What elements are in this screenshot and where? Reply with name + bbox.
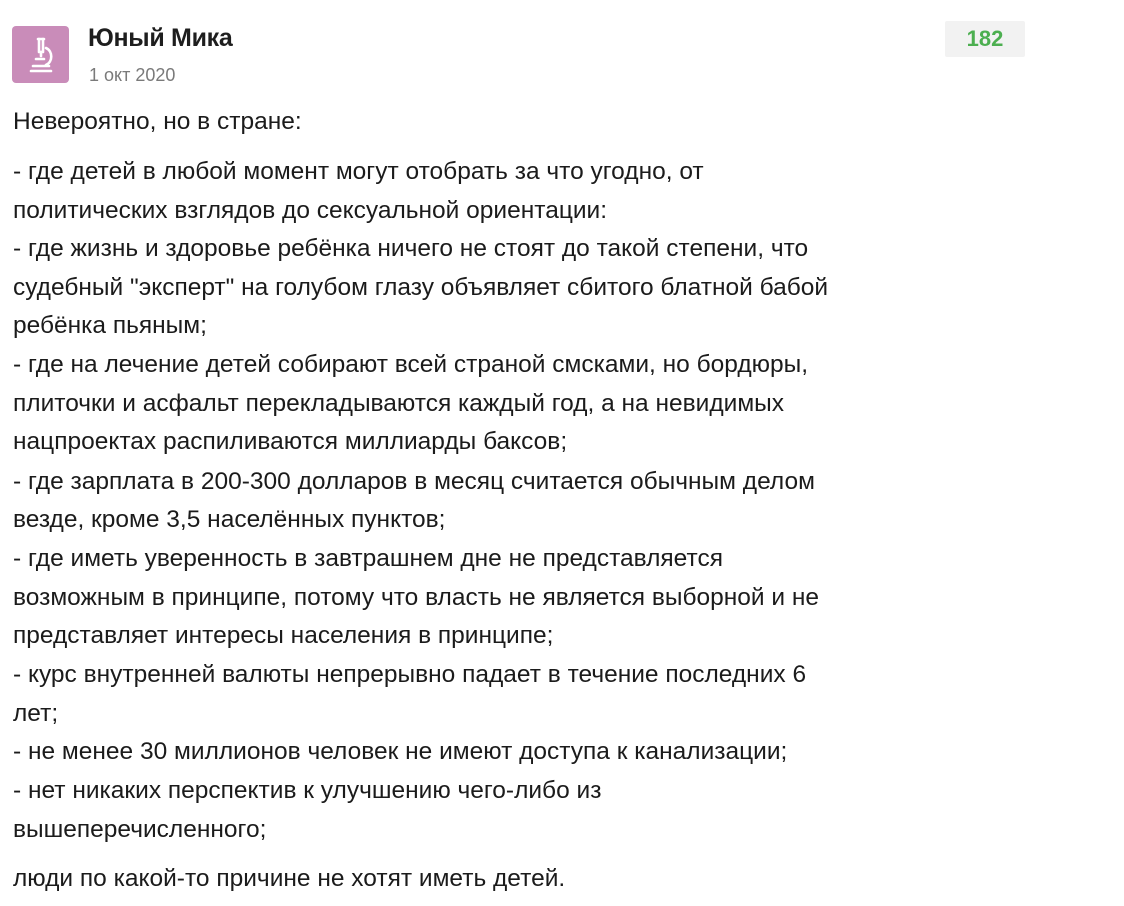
comment-date: 1 окт 2020	[89, 65, 176, 85]
comment-line: - где на лечение детей собирают всей страной смсками, но бордюры,	[13, 351, 809, 378]
comment-line: политических взглядов до сексуальной ориентации:	[13, 197, 608, 224]
comment-line: - не менее 30 миллионов человек не имеют доступа к канализации;	[13, 738, 788, 765]
comment-line: представляет интересы населения в принципе;	[13, 622, 554, 649]
author-name[interactable]: Юный Мика	[88, 24, 233, 52]
microscope-icon	[24, 35, 58, 75]
comment-line: нацпроектах распиливаются миллиарды баксов;	[13, 428, 568, 455]
avatar[interactable]	[12, 26, 69, 83]
comment-line: - нет никаких перспектив к улучшению чего-либо из	[13, 777, 602, 804]
comment-line: ребёнка пьяным;	[13, 312, 207, 339]
comment-line: возможным в принципе, потому что власть не является выборной и не	[13, 584, 820, 611]
comment-line: вышеперечисленного;	[13, 816, 267, 843]
comment-line: - курс внутренней валюты непрерывно падает в течение последних 6	[13, 661, 807, 688]
comment-line: везде, кроме 3,5 населённых пунктов;	[13, 506, 446, 533]
comment-line: - где детей в любой момент могут отобрать за что угодно, от	[13, 158, 704, 185]
comment-line: люди по какой-то причине не хотят иметь детей.	[13, 865, 566, 892]
comment-line: лет;	[13, 700, 59, 727]
comment-line: - где зарплата в 200-300 долларов в месяц считается обычным делом	[13, 468, 815, 495]
comment-line: Невероятно, но в стране:	[13, 108, 302, 135]
comment-line: - где жизнь и здоровье ребёнка ничего не стоят до такой степени, что	[13, 235, 809, 262]
rating-badge: 182	[945, 21, 1025, 57]
comment-line: судебный "эксперт" на голубом глазу объявляет сбитого блатной бабой	[13, 274, 829, 301]
comment-line: - где иметь уверенность в завтрашнем дне не представляется	[13, 545, 723, 572]
comment-line: плиточки и асфальт перекладываются каждый год, а на невидимых	[13, 390, 785, 417]
